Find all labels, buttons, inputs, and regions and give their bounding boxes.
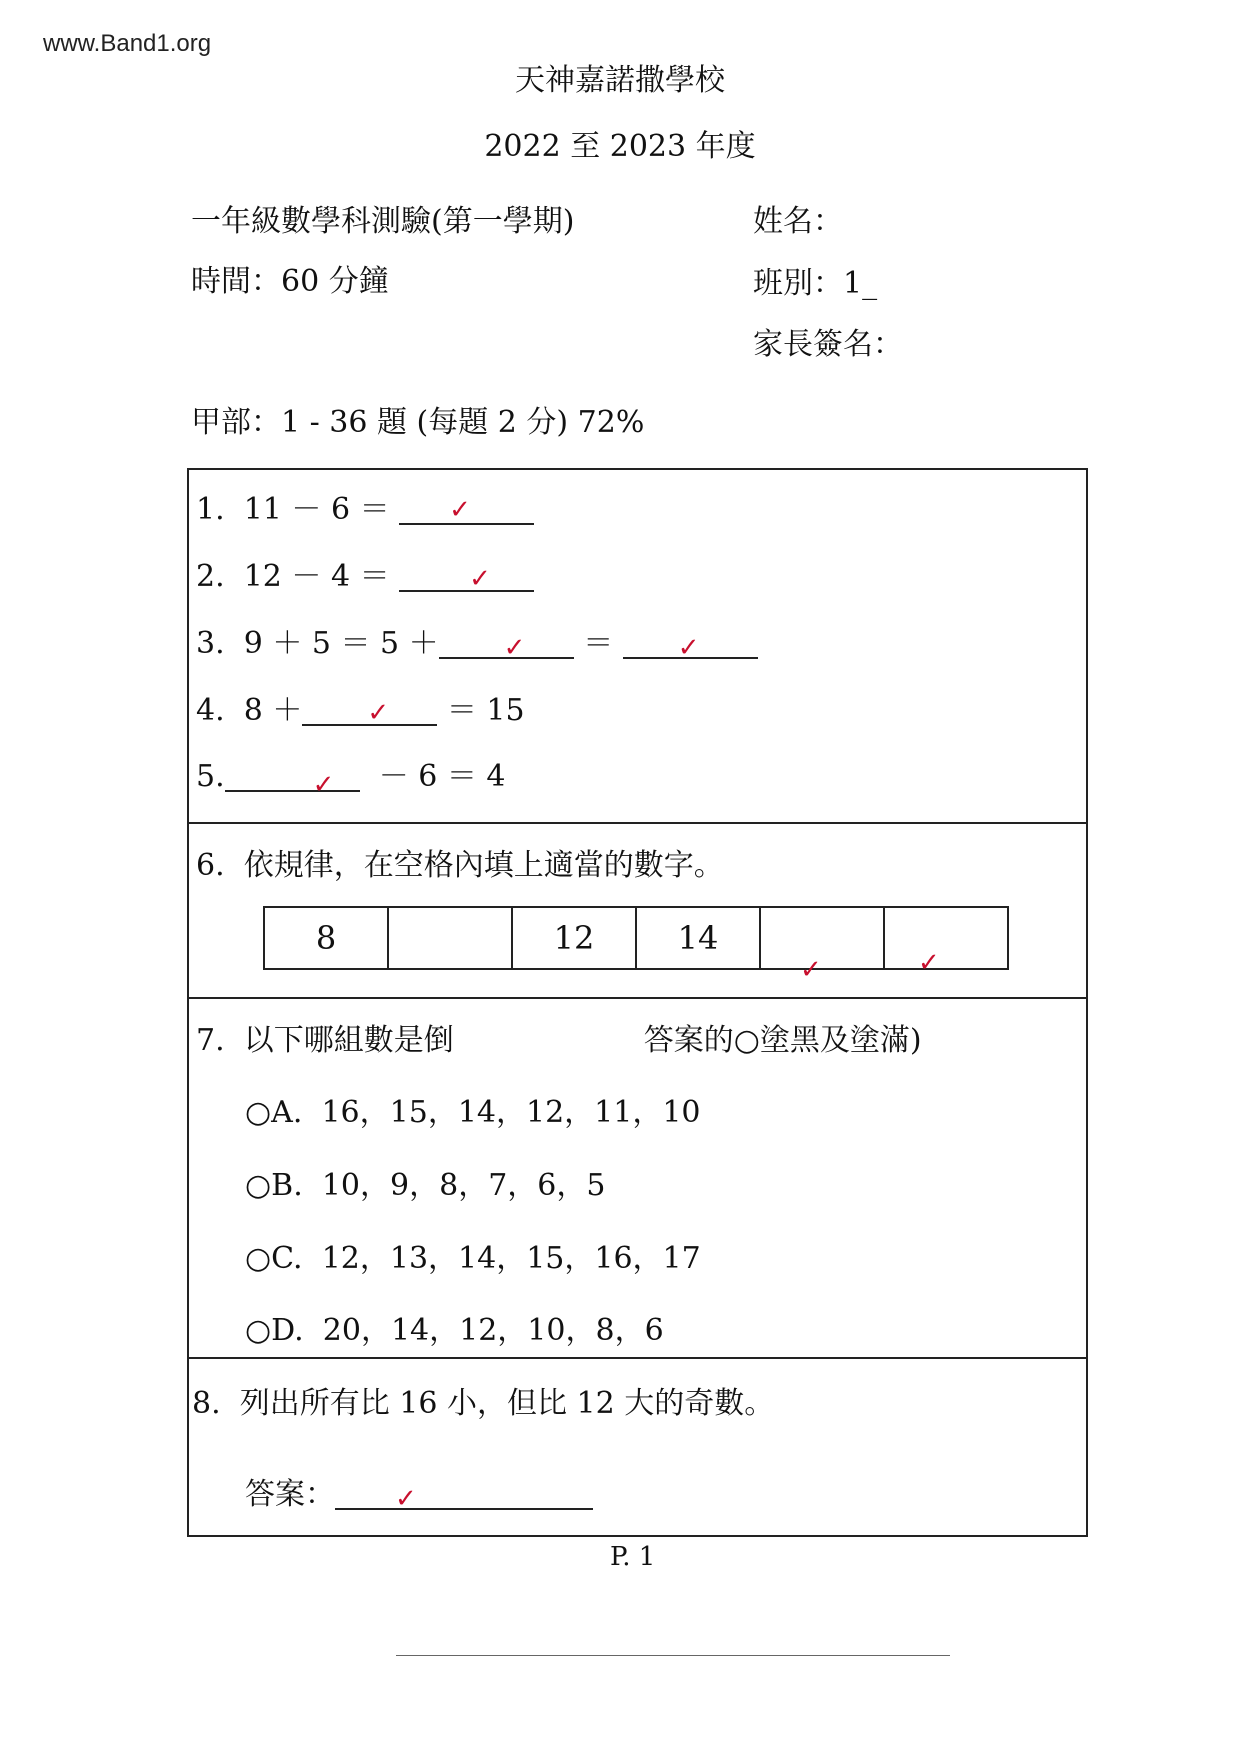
check-mark: ✓ (677, 633, 700, 663)
answer-blank[interactable] (439, 629, 574, 663)
option-c[interactable]: ○C. 12，13，14，15，16，17 (245, 1241, 701, 1276)
parent-signature-label: 家長簽名： (753, 327, 903, 362)
sequence-cell-blank[interactable] (761, 908, 885, 968)
divider (187, 1357, 1088, 1359)
answer-blank[interactable] (399, 495, 534, 525)
divider (396, 1655, 950, 1656)
question-3: 3. 9 ＋ 5 ＝ 5 ＋ ✓ ＝ ✓ (196, 629, 758, 659)
watermark: www.Band1.org (43, 30, 212, 57)
check-mark: ✓ (503, 633, 526, 663)
school-year: 2022 至 2023 年度 (484, 129, 756, 164)
option-d[interactable]: ○D. 20，14，12，10，8，6 (245, 1313, 664, 1348)
name-field-label: 姓名： (753, 204, 843, 239)
check-mark: ✓ (367, 698, 390, 728)
check-mark: ✓ (312, 770, 335, 800)
divider (187, 822, 1088, 824)
check-mark: ✓ (395, 1484, 417, 1514)
exam-subject: 一年級數學科測驗(第一學期) (191, 204, 575, 239)
question-2: 2. 12 － 4 ＝ ✓ (196, 562, 534, 592)
sequence-cell-blank[interactable] (389, 908, 513, 968)
check-mark: ✓ (800, 955, 822, 985)
question-4: 4. 8 ＋ ✓ ＝ 15 (196, 693, 525, 728)
answer-blank[interactable] (335, 1480, 593, 1514)
number-sequence (263, 906, 1009, 970)
class-field-label: 班別：1_ (753, 266, 878, 301)
answer-blank[interactable] (225, 762, 360, 800)
page-number: P. 1 (610, 1542, 656, 1572)
question-6: 6. 依規律，在空格內填上適當的數字。 (196, 848, 724, 883)
sequence-cell: 8 (265, 908, 389, 968)
sequence-cell: 12 (513, 908, 637, 968)
sequence-cell-blank[interactable] (885, 908, 1007, 968)
question-8: 8. 列出所有比 16 小，但比 12 大的奇數。 (192, 1386, 775, 1421)
school-name: 天神嘉諾撒學校 (515, 63, 725, 98)
answer-blank[interactable] (623, 629, 758, 663)
check-mark: ✓ (449, 495, 471, 525)
sequence-cell: 14 (637, 908, 761, 968)
answer-blank[interactable] (399, 562, 534, 592)
question-8-answer: 答案： ✓ (245, 1480, 593, 1510)
question-7: 7. 以下哪組數是倒 答案的○塗黑及塗滿) (196, 1023, 922, 1058)
answer-blank[interactable] (302, 696, 437, 726)
option-b[interactable]: ○B. 10，9，8，7，6，5 (245, 1168, 606, 1203)
exam-time: 時間：60 分鐘 (191, 264, 389, 299)
check-mark: ✓ (469, 564, 491, 594)
question-5: 5. ✓ － 6 ＝ 4 (196, 759, 506, 800)
section-heading: 甲部：1 - 36 題 (每題 2 分) 72% (191, 405, 645, 440)
check-mark: ✓ (918, 948, 940, 978)
divider (187, 997, 1088, 999)
option-a[interactable]: ○A. 16，15，14，12，11，10 (245, 1095, 701, 1130)
question-1: 1. 11 － 6 ＝ ✓ (196, 495, 534, 525)
